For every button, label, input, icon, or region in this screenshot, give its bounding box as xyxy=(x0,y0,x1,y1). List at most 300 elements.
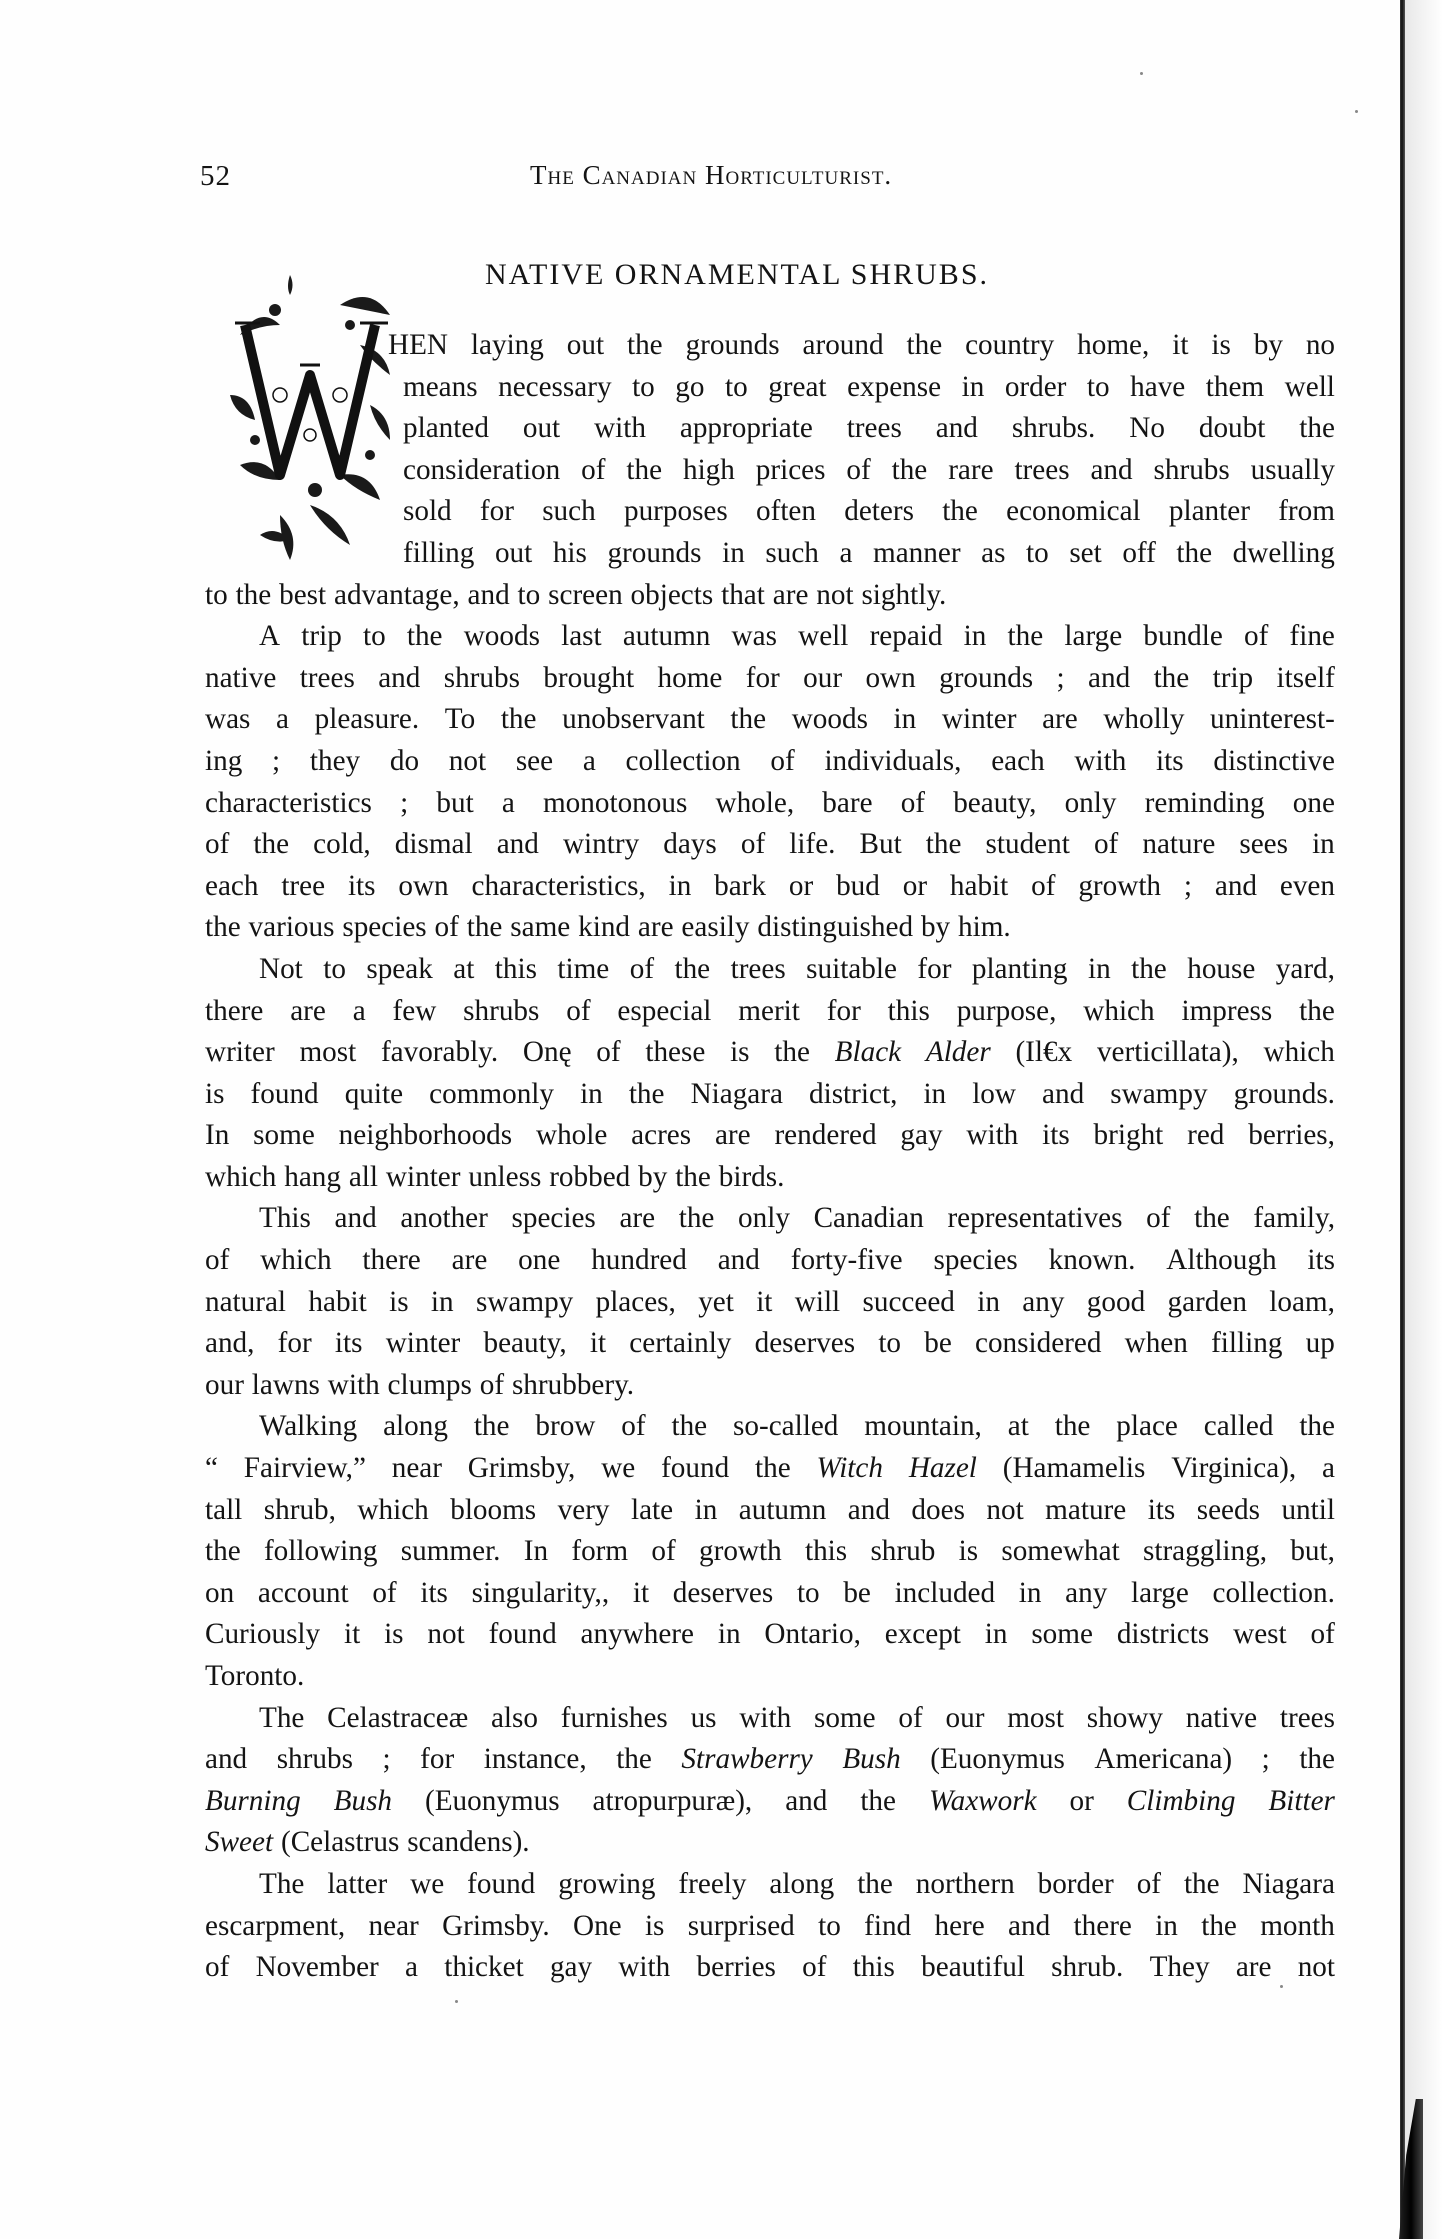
word: form xyxy=(571,1535,629,1568)
word: to xyxy=(362,620,386,653)
word: or xyxy=(1069,1784,1094,1817)
word: writer xyxy=(205,1036,275,1069)
word: our xyxy=(803,661,843,694)
text-line xyxy=(205,866,1335,908)
running-head xyxy=(200,160,1330,200)
word: in xyxy=(1155,1909,1178,1942)
word: bundle xyxy=(1143,620,1223,653)
word: was xyxy=(731,620,777,653)
text-line xyxy=(205,575,1335,617)
word: the xyxy=(678,1202,715,1235)
word: of xyxy=(372,1576,397,1609)
word: set xyxy=(1069,536,1102,569)
word: sightly. xyxy=(861,578,947,611)
word: large xyxy=(1064,620,1123,653)
word: acres xyxy=(631,1119,692,1152)
word: yet xyxy=(698,1285,734,1318)
word: shrubs xyxy=(463,994,540,1027)
word: the xyxy=(1176,536,1213,569)
word: shrubbery. xyxy=(511,1368,635,1401)
word: for xyxy=(826,994,861,1027)
word: One xyxy=(572,1909,622,1942)
word: distinctive xyxy=(1213,744,1335,777)
word: birds. xyxy=(718,1160,785,1193)
word: deserves xyxy=(754,1327,856,1360)
word: verticillata), xyxy=(1096,1036,1239,1069)
word: swampy xyxy=(1110,1077,1208,1110)
word: the xyxy=(205,911,241,944)
word: large xyxy=(1131,1576,1189,1609)
word: the xyxy=(466,911,503,944)
word: easily xyxy=(681,911,750,944)
word: any xyxy=(1022,1285,1065,1318)
word: ; xyxy=(1056,661,1065,694)
word: they xyxy=(309,744,361,777)
word: to xyxy=(517,578,541,611)
text-line xyxy=(205,783,1335,825)
text-line xyxy=(205,1573,1335,1615)
word: the xyxy=(205,1535,241,1568)
word: with xyxy=(327,1368,380,1401)
word: of xyxy=(1136,1867,1162,1900)
word: off xyxy=(1122,536,1156,569)
word: high xyxy=(682,453,735,486)
word: here xyxy=(934,1909,985,1942)
word: such xyxy=(765,536,819,569)
word: the xyxy=(925,828,962,861)
word: most xyxy=(299,1036,357,1069)
speck xyxy=(1280,1985,1283,1988)
word: called xyxy=(1203,1410,1274,1443)
word: The xyxy=(259,1701,305,1734)
word: these xyxy=(645,1036,706,1069)
word: purpose, xyxy=(956,994,1057,1027)
word: its xyxy=(1042,1119,1070,1152)
word: until xyxy=(1281,1493,1335,1526)
word: it xyxy=(632,1576,650,1609)
word: speak xyxy=(366,952,433,985)
speck xyxy=(1355,110,1358,113)
word: even xyxy=(1279,869,1335,902)
word: not xyxy=(986,1493,1024,1526)
word: succeed xyxy=(862,1285,955,1318)
word: included xyxy=(894,1576,996,1609)
word: in xyxy=(722,536,745,569)
text-line xyxy=(205,1490,1335,1532)
word: its xyxy=(420,1576,448,1609)
word: of xyxy=(434,911,459,944)
word: a xyxy=(352,994,366,1027)
word: anywhere xyxy=(580,1618,694,1651)
word: Grimsby, xyxy=(467,1452,576,1485)
word: Bush xyxy=(333,1784,393,1817)
word: favorably. xyxy=(380,1036,499,1069)
word: also xyxy=(490,1701,538,1734)
word: there xyxy=(205,994,264,1027)
word: on xyxy=(205,1576,235,1609)
text-line xyxy=(205,1698,1335,1740)
word: are xyxy=(637,911,674,944)
word: Virginica), xyxy=(1171,1452,1297,1485)
word: and xyxy=(378,661,421,694)
word: A xyxy=(259,620,281,653)
word: growing xyxy=(558,1867,656,1900)
word: dismal xyxy=(394,828,473,861)
word: autumn xyxy=(738,1493,827,1526)
word: monotonous xyxy=(542,786,688,819)
word: the xyxy=(1299,994,1335,1027)
word: Walking xyxy=(259,1410,358,1443)
word: shrub, xyxy=(263,1493,336,1526)
word: but xyxy=(436,786,474,819)
word: Burning xyxy=(205,1784,301,1817)
word: This xyxy=(259,1202,311,1235)
word: own xyxy=(865,661,916,694)
word: ; xyxy=(272,744,281,777)
word: are xyxy=(290,994,326,1027)
word: with xyxy=(739,1701,792,1734)
word: shrubs. xyxy=(1011,412,1096,445)
word: grounds xyxy=(939,661,1034,694)
word: in xyxy=(1087,952,1111,985)
word: to xyxy=(205,578,228,611)
word: its xyxy=(1147,1493,1176,1526)
text-line xyxy=(205,1531,1335,1573)
word: in xyxy=(694,1493,718,1526)
text-line xyxy=(205,1365,1335,1407)
word: to xyxy=(1026,536,1049,569)
text-line xyxy=(205,1614,1335,1656)
word: up xyxy=(1305,1327,1335,1360)
text-line xyxy=(205,1906,1335,1948)
word: which xyxy=(260,1244,332,1277)
word: laying xyxy=(470,329,544,361)
word: account xyxy=(257,1576,349,1609)
word: distinguished xyxy=(757,911,914,944)
word: are xyxy=(714,1119,751,1152)
word: the xyxy=(1054,1410,1091,1443)
word: and xyxy=(205,1743,248,1776)
word: them xyxy=(1205,370,1265,403)
text-line xyxy=(205,1656,1335,1698)
word: commonly xyxy=(429,1077,554,1110)
word: singularity,, xyxy=(471,1576,610,1609)
word: ; xyxy=(1261,1743,1270,1776)
word: it xyxy=(756,1285,773,1318)
word: and xyxy=(1088,661,1131,694)
word: such xyxy=(542,495,596,528)
word: filling xyxy=(403,536,475,569)
word: the xyxy=(942,495,978,528)
word: last xyxy=(561,620,602,653)
word: does xyxy=(911,1493,965,1526)
word: to xyxy=(796,1576,820,1609)
word: wholly xyxy=(1103,703,1185,736)
text-line xyxy=(205,741,1335,783)
word: Grimsby. xyxy=(442,1909,550,1942)
word: and xyxy=(785,1784,828,1817)
word: our xyxy=(205,1368,244,1401)
word: shrub xyxy=(870,1535,936,1568)
word: are xyxy=(451,1244,488,1277)
word: student xyxy=(985,828,1070,861)
word: or xyxy=(788,869,814,902)
word: found xyxy=(250,1077,319,1110)
word: (Euonymus xyxy=(930,1743,1065,1776)
word: bare xyxy=(822,786,873,819)
word: which xyxy=(357,1493,429,1526)
word: is xyxy=(958,1535,979,1568)
word: Americana) xyxy=(1094,1743,1233,1776)
speck xyxy=(455,2000,458,2003)
word: to xyxy=(878,1327,902,1360)
word: which xyxy=(1263,1036,1335,1069)
word: collection. xyxy=(1212,1576,1335,1609)
text-line xyxy=(205,1864,1335,1906)
word: with xyxy=(618,1951,671,1984)
word: species xyxy=(511,1202,596,1235)
word: robbed xyxy=(549,1160,631,1193)
word: latter xyxy=(327,1867,388,1900)
word: each xyxy=(205,869,259,902)
word: of xyxy=(205,828,230,861)
word: find xyxy=(864,1909,912,1942)
word: family, xyxy=(1253,1202,1335,1235)
word: instance, xyxy=(483,1743,587,1776)
word: autumn xyxy=(622,620,711,653)
word: to xyxy=(724,370,748,403)
text-line xyxy=(205,907,1335,949)
word: repaid xyxy=(869,620,943,653)
word: of xyxy=(581,453,606,486)
word: out xyxy=(522,412,561,445)
word: tall xyxy=(205,1493,243,1526)
word: some xyxy=(813,1701,876,1734)
word: in xyxy=(668,869,692,902)
word: consideration xyxy=(403,453,561,486)
word: appropriate xyxy=(679,412,813,445)
word: him. xyxy=(958,911,1011,944)
text-line xyxy=(205,1822,1335,1864)
word: hang xyxy=(284,1160,341,1193)
word: out xyxy=(494,536,533,569)
word: dwelling xyxy=(1232,536,1335,569)
word: collection xyxy=(625,744,741,777)
word: yard, xyxy=(1275,952,1335,985)
word: uninterest- xyxy=(1210,703,1335,736)
word: considered xyxy=(974,1327,1102,1360)
text-line xyxy=(403,450,1335,492)
word: and xyxy=(1008,1909,1051,1942)
word: November xyxy=(255,1951,379,1984)
word: district, xyxy=(809,1077,898,1110)
word: somewhat xyxy=(1001,1535,1120,1568)
word: the xyxy=(406,620,443,653)
word: planting xyxy=(971,952,1068,985)
word: to xyxy=(1086,370,1110,403)
word: his xyxy=(552,536,587,569)
word: shrubs xyxy=(1153,453,1230,486)
text-line xyxy=(205,616,1335,658)
word: Strawberry xyxy=(681,1743,813,1776)
word: brow xyxy=(535,1410,596,1443)
word: (Il€x xyxy=(1015,1036,1073,1069)
word: most xyxy=(1007,1701,1064,1734)
word: not xyxy=(427,1618,465,1651)
word: wintry xyxy=(562,828,640,861)
word: the xyxy=(1194,1202,1230,1235)
word: is xyxy=(205,1077,225,1110)
word: of xyxy=(900,786,926,819)
word: of xyxy=(1031,869,1056,902)
word: known. xyxy=(1048,1244,1136,1277)
word: quite xyxy=(344,1077,404,1110)
word: In xyxy=(205,1119,230,1152)
word: out xyxy=(566,329,605,361)
word: a xyxy=(501,786,515,819)
word: woods xyxy=(463,620,540,653)
word: the xyxy=(1299,1410,1335,1443)
word: in xyxy=(580,1077,603,1110)
word: good xyxy=(1086,1285,1146,1318)
speck xyxy=(1140,72,1143,75)
word: of xyxy=(1244,620,1269,653)
word: the xyxy=(774,1036,810,1069)
word: thicket xyxy=(444,1951,524,1984)
word: the xyxy=(616,1743,652,1776)
text-line xyxy=(205,1240,1335,1282)
word: blooms xyxy=(450,1493,537,1526)
word: trees xyxy=(730,952,786,985)
word: another xyxy=(400,1202,488,1235)
word: month xyxy=(1260,1909,1335,1942)
word: a xyxy=(405,1951,418,1984)
word: Bush xyxy=(842,1743,901,1776)
word: well xyxy=(798,620,849,653)
word: shrubs xyxy=(443,661,520,694)
text-line xyxy=(205,1947,1335,1989)
word: at xyxy=(453,952,475,985)
word: the xyxy=(674,952,711,985)
word: woods xyxy=(791,703,868,736)
word: gay xyxy=(900,1119,943,1152)
word: and, xyxy=(205,1327,255,1360)
word: surprised xyxy=(687,1909,795,1942)
word: freely xyxy=(678,1867,747,1900)
word: Waxwork xyxy=(928,1784,1037,1817)
word: hundred xyxy=(591,1244,687,1277)
word: when xyxy=(1124,1327,1188,1360)
word: house xyxy=(1187,952,1256,985)
word: the xyxy=(1153,661,1190,694)
word: “ xyxy=(205,1452,218,1485)
word: around xyxy=(802,329,884,361)
word: in xyxy=(1312,828,1335,861)
word: reminding xyxy=(1144,786,1265,819)
word: at xyxy=(1007,1410,1029,1443)
text-line xyxy=(205,991,1335,1033)
word: loam, xyxy=(1269,1285,1335,1318)
word: mountain, xyxy=(864,1410,982,1443)
word: its xyxy=(1156,744,1184,777)
word: necessary xyxy=(498,370,612,403)
word: shrub. xyxy=(1051,1951,1124,1984)
word: grounds. xyxy=(1233,1077,1335,1110)
word: screen xyxy=(548,578,623,611)
word: by xyxy=(920,911,951,944)
word: some xyxy=(253,1119,315,1152)
word: the xyxy=(500,703,537,736)
word: scandens). xyxy=(407,1826,530,1859)
word: there xyxy=(362,1244,421,1277)
word: the xyxy=(1183,1867,1220,1900)
word: it xyxy=(344,1618,361,1651)
word: of xyxy=(898,1701,923,1734)
word: the xyxy=(860,1784,896,1817)
word: in xyxy=(977,1285,1000,1318)
word: late xyxy=(630,1493,674,1526)
text-line xyxy=(205,949,1335,991)
word: winter xyxy=(385,1160,461,1193)
word: only xyxy=(1064,786,1117,819)
word: few xyxy=(392,994,437,1027)
word: this xyxy=(852,1951,895,1984)
word: not xyxy=(448,744,487,777)
word: ; xyxy=(1183,869,1192,902)
word: this xyxy=(804,1535,848,1568)
word: ; xyxy=(400,786,409,819)
word: found xyxy=(467,1867,536,1900)
word: by xyxy=(1253,329,1283,361)
word: but, xyxy=(1290,1535,1335,1568)
word: means xyxy=(403,370,478,403)
word: the xyxy=(473,1410,510,1443)
word: To xyxy=(444,703,476,736)
word: life. xyxy=(789,828,836,861)
word: merit xyxy=(738,994,800,1027)
word: of xyxy=(651,1535,676,1568)
word: one xyxy=(518,1244,561,1277)
word: sold xyxy=(403,495,452,528)
word: of xyxy=(596,1036,621,1069)
text-line xyxy=(205,824,1335,866)
word: expense xyxy=(847,370,942,403)
word: cold, xyxy=(313,828,371,861)
word: Niagara xyxy=(1242,1867,1335,1900)
word: No xyxy=(1129,412,1165,445)
word: species xyxy=(933,1244,1018,1277)
word: Although xyxy=(1166,1244,1277,1277)
word: to xyxy=(818,1909,841,1942)
word: very xyxy=(557,1493,610,1526)
text-line xyxy=(205,699,1335,741)
text-line xyxy=(205,1323,1335,1365)
word: days xyxy=(663,828,717,861)
text-line xyxy=(205,1157,1335,1199)
word: with xyxy=(1074,744,1127,777)
word: of xyxy=(1093,828,1119,861)
word: bud xyxy=(836,869,880,902)
word: Witch xyxy=(816,1452,883,1485)
word: as xyxy=(981,536,1006,569)
word: be xyxy=(924,1327,952,1360)
word: brought xyxy=(543,661,635,694)
word: Alder xyxy=(925,1036,991,1069)
word: of xyxy=(479,1368,505,1401)
word: we xyxy=(410,1867,445,1900)
word: Curiously xyxy=(205,1618,321,1651)
word: Ontario, xyxy=(764,1618,861,1651)
